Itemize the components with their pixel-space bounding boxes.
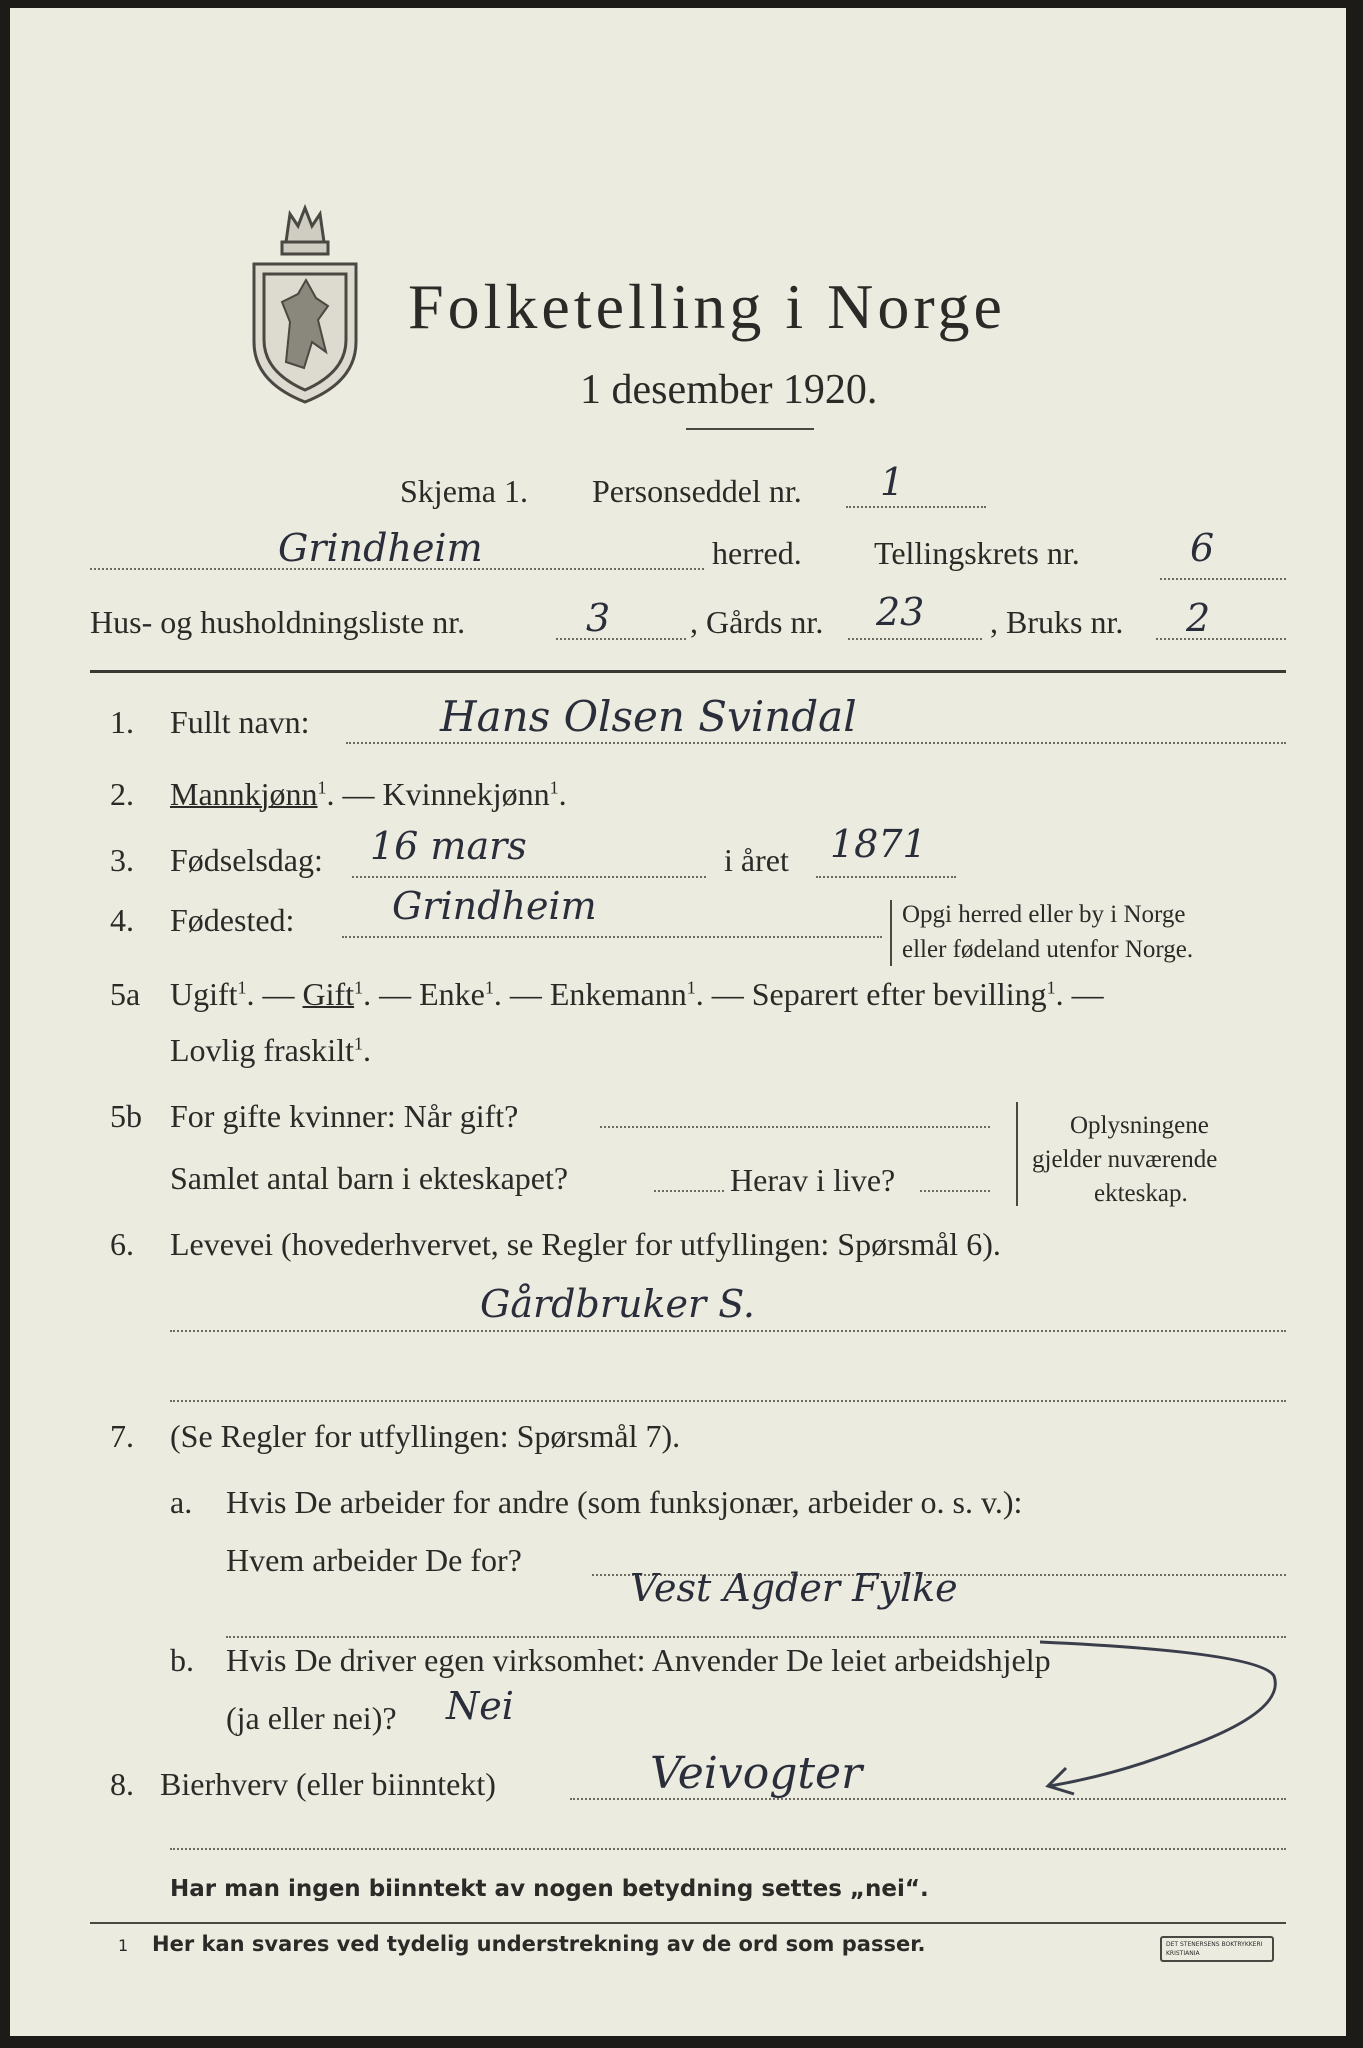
q5a-number: 5a (110, 976, 141, 1012)
q5a-gift: Gift (302, 976, 355, 1012)
q5a-dash-2: . — (363, 976, 412, 1012)
q5a-enkemann: Enkemann (549, 976, 687, 1012)
q5b-note-3: ekteskap. (1094, 1180, 1188, 1207)
schema-label: Skjema 1. (400, 473, 528, 509)
q4-number: 4. (110, 902, 134, 938)
form-title: Folketelling i Norge (408, 271, 1006, 342)
q5a-dash-1: . — (246, 976, 295, 1012)
q4-brace (890, 900, 892, 966)
q5a-dash-4: . — (695, 976, 744, 1012)
q5a-enke-ref: 1 (484, 977, 494, 998)
q5b-note-1: Oplysningene (1070, 1112, 1209, 1139)
q3-year-line (816, 876, 956, 878)
biinntekt-note: Har man ingen biinntekt av nogen betydning settes „nei“. (170, 1876, 929, 1902)
q5b-line-3 (920, 1190, 990, 1192)
husholdningsliste-value: 3 (586, 596, 611, 640)
personseddel-line (846, 506, 986, 508)
q8-line-2 (170, 1848, 1286, 1850)
gards-label: , Gårds nr. (690, 604, 824, 640)
tellingskrets-value: 6 (1190, 526, 1215, 570)
q1-label: Fullt navn: (170, 704, 310, 740)
q2-mannkjonn: Mannkjønn (170, 776, 318, 812)
bruks-line (1156, 638, 1286, 640)
personseddel-label: Personseddel nr. (592, 473, 802, 509)
q5a-gift-ref: 1 (354, 977, 364, 998)
q3-line (352, 876, 706, 878)
q2-number: 2. (110, 776, 134, 812)
q1-number: 1. (110, 704, 134, 740)
q3-number: 3. (110, 842, 134, 878)
q6-line-2 (170, 1400, 1286, 1402)
q3-year-label: i året (724, 842, 789, 878)
q5b-number: 5b (110, 1098, 142, 1134)
q5b-line-1 (600, 1126, 990, 1128)
census-form (10, 8, 1346, 2036)
footnote-rule (90, 1922, 1286, 1924)
printer-stamp-text: DET STENERSENS BOKTRYKKERI KRISTIANIA (1166, 1941, 1263, 1957)
q8-value: Veivogter (650, 1748, 863, 1799)
q1-line (346, 742, 1286, 744)
q5a-dash-5: . — (1055, 976, 1104, 1012)
herred-value: Grindheim (278, 526, 483, 570)
personseddel-value: 1 (880, 460, 905, 504)
q5a-ugift-ref: 1 (237, 977, 247, 998)
q5a-lovlig: Lovlig fraskilt (170, 1032, 354, 1068)
q5b-label-3: Herav i live? (730, 1162, 896, 1198)
q7-label: (Se Regler for utfyllingen: Spørsmål 7). (170, 1418, 681, 1454)
q7b-label: (ja eller nei)? (226, 1700, 397, 1736)
tellingskrets-line (1160, 578, 1286, 580)
q5b-label-1: For gifte kvinner: Når gift? (170, 1098, 519, 1134)
q5b-brace (1016, 1102, 1018, 1206)
q5a-lovlig-ref: 1 (353, 1033, 363, 1054)
coat-of-arms-icon (246, 202, 364, 406)
q7-number: 7. (110, 1418, 134, 1454)
q5a-enke: Enke (419, 976, 485, 1012)
q7a-label: Hvem arbeider De for? (226, 1542, 522, 1578)
q5a-ugift: Ugift (170, 976, 238, 1012)
footnote-mark: 1 (118, 1936, 129, 1955)
q7b-letter: b. (170, 1642, 194, 1678)
q5a-separert: Separert efter bevilling (751, 976, 1047, 1012)
q5b-note-2: gjelder nuværende (1032, 1146, 1218, 1173)
q8-number: 8. (110, 1766, 134, 1802)
q7a-text: Hvis De arbeider for andre (som funksjonær, arbeider o. s. v.): (226, 1484, 1023, 1520)
q4-line (342, 936, 882, 938)
bruks-label: , Bruks nr. (990, 604, 1124, 640)
q2-footnote-ref: 1 (317, 777, 327, 798)
q2-footnote-ref-2: 1 (549, 777, 559, 798)
q3-year-value: 1871 (830, 822, 927, 866)
q5a-options (170, 976, 1104, 1013)
q5a-lovlig-line (170, 1032, 371, 1069)
q4-note-2: eller fødeland utenfor Norge. (902, 936, 1194, 963)
q2-options (170, 776, 567, 813)
q1-value: Hans Olsen Svindal (440, 692, 857, 741)
q5a-dash-3: . — (493, 976, 542, 1012)
printer-stamp (1160, 1936, 1274, 1962)
q6-number: 6. (110, 1226, 134, 1262)
gards-line (848, 638, 982, 640)
q5a-end: . (362, 1032, 371, 1068)
q7b-text: Hvis De driver egen virksomhet: Anvender De leiet arbeidshjelp (226, 1642, 1051, 1678)
herred-label: herred. (712, 535, 802, 571)
husholdningsliste-line (556, 638, 686, 640)
footnote-text: Her kan svares ved tydelig understrekning av de ord som passer. (152, 1932, 926, 1956)
tellingskrets-label: Tellingskrets nr. (874, 535, 1080, 571)
header-rule (90, 670, 1286, 673)
q8-label: Bierhverv (eller biinntekt) (160, 1766, 496, 1802)
gards-value: 23 (876, 590, 925, 634)
bruks-value: 2 (1186, 596, 1211, 640)
q2-kvinnekjonn: . — Kvinnekjønn (326, 776, 550, 812)
q4-value: Grindheim (392, 884, 597, 928)
q3-value: 16 mars (370, 824, 527, 868)
q4-label: Fødested: (170, 902, 295, 938)
q6-line-1 (170, 1330, 1286, 1332)
arrow-icon (1030, 1636, 1300, 1816)
q7b-value: Nei (446, 1684, 514, 1728)
husholdningsliste-label: Hus- og husholdningsliste nr. (90, 604, 466, 640)
q4-note-1: Opgi herred eller by i Norge (902, 901, 1186, 928)
q5b-label-2: Samlet antal barn i ekteskapet? (170, 1160, 569, 1196)
form-date: 1 desember 1920. (580, 367, 878, 413)
q7a-letter: a. (170, 1484, 193, 1520)
q5b-line-2 (654, 1190, 724, 1192)
q5a-separert-ref: 1 (1046, 977, 1056, 998)
q5a-enkemann-ref: 1 (686, 977, 696, 998)
title-rule (686, 428, 814, 430)
q3-label: Fødselsdag: (170, 842, 323, 878)
q6-value: Gårdbruker S. (480, 1282, 755, 1326)
q6-label: Levevei (hovederhvervet, se Regler for utfyllingen: Spørsmål 6). (170, 1226, 1001, 1262)
q2-end: . (558, 776, 567, 812)
q7a-value: Vest Agder Fylke (630, 1566, 958, 1610)
